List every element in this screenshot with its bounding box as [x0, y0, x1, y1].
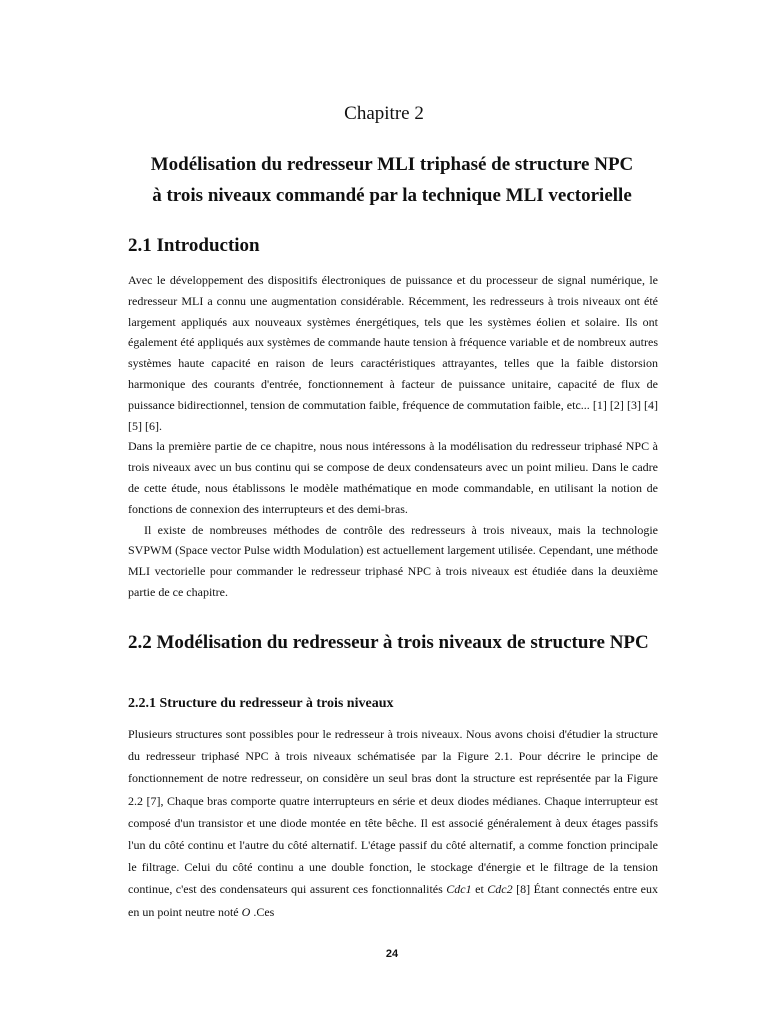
intro-paragraph-2: Dans la première partie de ce chapitre, nous nous intéressons à la modélisation du redresseur triphasé NPC à trois niveaux avec un bus continu qui se compose de deux condensateurs avec un point milieu. Dans le cadre de cette étude, nous établissons le modèle mathématique en mode commandable, en utilisant la notion de fonctions de connexion des interrupteurs et des demi-bras. [128, 439, 658, 516]
capacitor-symbol-1: Cdc1 [446, 882, 472, 897]
neutral-point-symbol: O [241, 904, 251, 919]
introduction-body [128, 270, 658, 603]
symbol-connector: et [471, 882, 488, 897]
chapter-label: Chapitre 2 [344, 103, 424, 124]
structure-text-continued: [8] Étant connectés entre eux en un point neutre noté [128, 882, 658, 919]
chapter-title-line-1: Modélisation du redresseur MLI triphasé de structure NPC [150, 154, 634, 175]
structure-text-main: Plusieurs structures sont possibles pour le redresseur à trois niveaux. Nous avons choisi d'étudier la structure du redresseur triphasé NPC à trois niveaux schématisée par la Figure 2.1. Pour décrire le principe de fonctionnement de notre redresseur, on considère un seul bras dont la structure est représentée par la Figure 2.2 [7], Chaque bras comporte quatre interrupteurs en série et deux diodes médianes. Chaque interrupteur est composé d'un transistor et une diode montée en tête bêche. Il est associé généralement à deux étages passifs l'un du côté continu et l'autre du côté alternatif. L'étage passif du côté alternatif, a comme fonction principale le filtrage. Celui du côté continu a une double fonction, le stockage d'énergie et le filtrage de la tension continue, c'est des condensateurs qui assurent ces fonctionnalités [128, 727, 658, 897]
chapter-title [100, 149, 684, 211]
structure-text-end: .Ces [250, 904, 275, 919]
structure-paragraph [128, 723, 658, 923]
structure-body [128, 723, 658, 923]
page-number: 24 [385, 948, 399, 960]
capacitor-symbol-2: Cdc2 [487, 882, 513, 897]
chapter-title-line-2: à trois niveaux commandé par la technique MLI vectorielle [152, 185, 632, 206]
intro-paragraph-1: Avec le développement des dispositifs électroniques de puissance et du processeur de signal numérique, le redresseur MLI a connu une augmentation considérable. Récemment, les redresseurs à trois niveaux ont été largement appliqués aux nouveaux systèmes énergétiques, tels que les systèmes éolien et solaire. Ils ont également été appliqués aux systèmes de commande haute tension à fréquence variable et de nombreux autres systèmes haute capacité en raison de leurs caractéristiques attrayantes, telles que la faible distorsion harmonique des courants d'entrée, fonctionnement à facteur de puissance unitaire, capacité de flux de puissance bidirectionnel, tension de commutation faible, fréquence de commutation faible, etc... [1] [2] [3] [4] [5] [6]. [128, 273, 658, 433]
section-heading-introduction: 2.1 Introduction [128, 235, 260, 256]
subsection-heading-structure: 2.2.1 Structure du redresseur à trois niveaux [128, 696, 394, 711]
section-heading-modelisation: 2.2 Modélisation du redresseur à trois niveaux de structure NPC [128, 632, 649, 653]
intro-paragraph-3: Il existe de nombreuses méthodes de contrôle des redresseurs à trois niveaux, mais la technologie SVPWM (Space vector Pulse width Modulation) est actuellement largement utilisée. Cependant, une méthode MLI vectorielle pour commander le redresseur triphasé NPC à trois niveaux est étudiée dans la deuxième partie de ce chapitre. [128, 522, 658, 599]
